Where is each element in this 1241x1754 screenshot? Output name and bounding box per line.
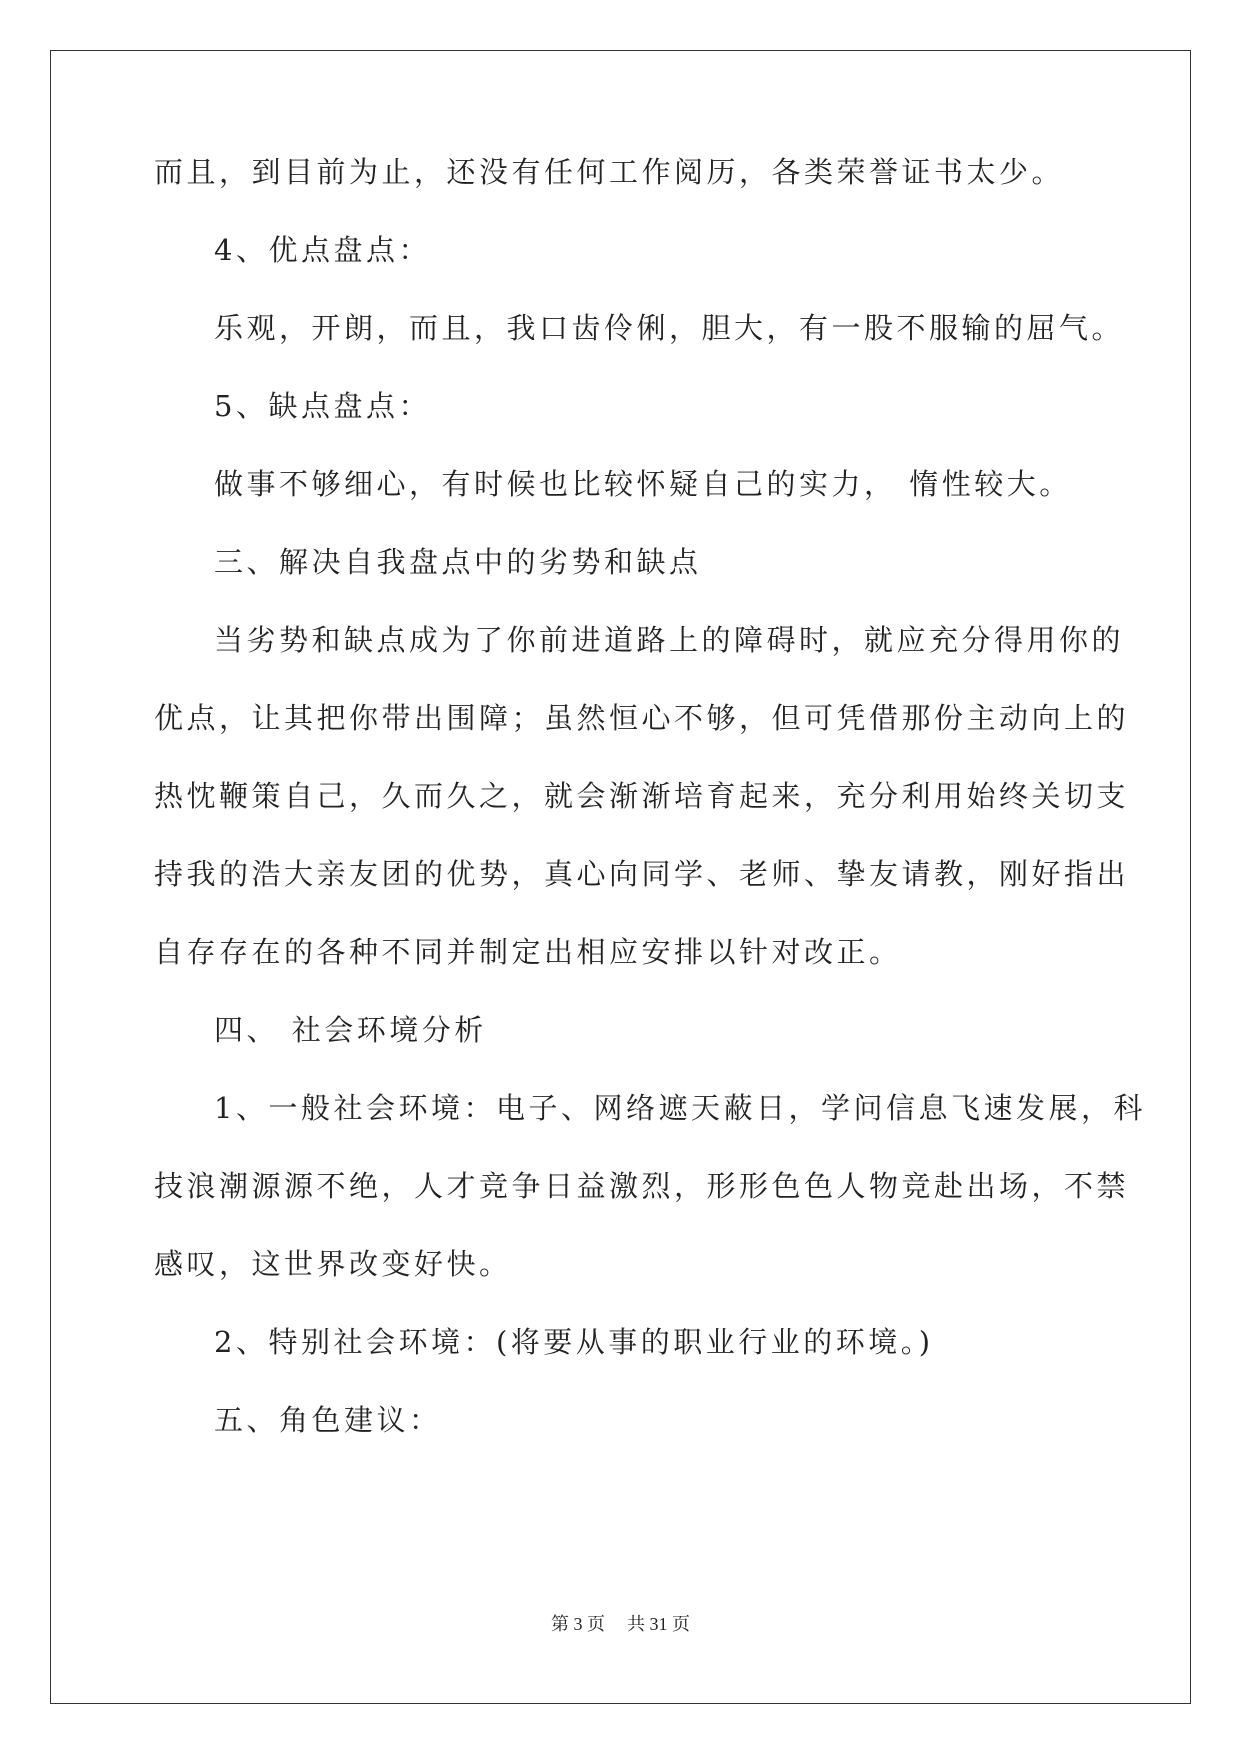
section-heading: 五、角色建议： [214,1403,442,1437]
section-heading: 四、 社会环境分析 [214,1013,487,1047]
paragraph-line: 当劣势和缺点成为了你前进道路上的障碍时，就应充分得用你的 [214,623,1125,657]
paragraph-line: 热忱鞭策自己，久而久之，就会渐渐培育起来，充分利用始终关切支 [154,779,1130,813]
page-number: 第 3 页 [551,1614,605,1634]
section-heading: 三、解决自我盘点中的劣势和缺点 [214,545,702,579]
paragraph-line: 技浪潮源源不绝，人才竞争日益激烈，形形色色人物竞赴出场，不禁 [154,1169,1130,1203]
paragraph-line: 1、一般社会环境：电子、网络遮天蔽日，学问信息飞速发展，科 [214,1091,1146,1125]
paragraph-line: 优点，让其把你带出围障；虽然恒心不够，但可凭借那份主动向上的 [154,701,1130,735]
paragraph-line: 做事不够细心，有时候也比较怀疑自己的实力， 惰性较大。 [214,467,1072,501]
paragraph-line: 持我的浩大亲友团的优势，真心向同学、老师、挚友请教，刚好指出 [154,857,1130,891]
paragraph-line: 而且，到目前为止，还没有任何工作阅历，各类荣誉证书太少。 [154,155,1065,189]
paragraph-line: 2、特别社会环境：(将要从事的职业行业的环境。) [214,1325,934,1359]
section-heading: 4、优点盘点： [214,233,431,267]
paragraph-line: 自存存在的各种不同并制定出相应安排以针对改正。 [154,935,902,969]
paragraph-line: 感叹，这世界改变好快。 [154,1247,512,1281]
page-total: 共 31 页 [627,1614,690,1634]
paragraph-line: 乐观，开朗，而且，我口齿伶俐，胆大，有一股不服输的屈气。 [214,311,1125,345]
section-heading: 5、缺点盘点： [214,389,431,423]
page-footer [0,1612,1241,1636]
